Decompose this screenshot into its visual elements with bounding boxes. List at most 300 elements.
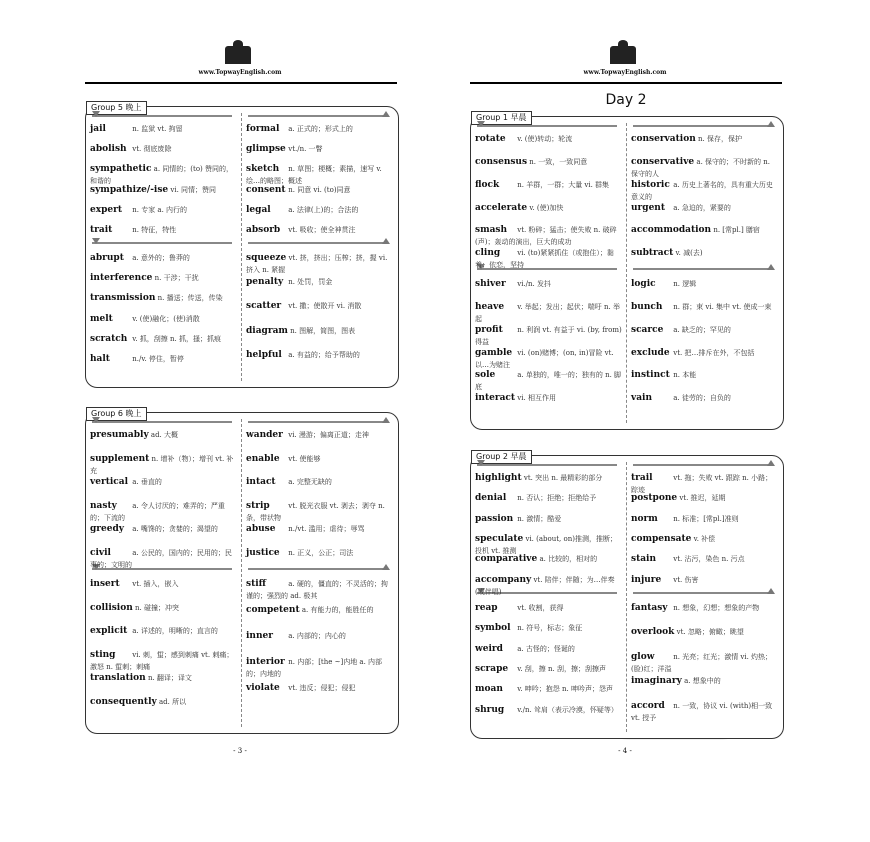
left-page (85, 0, 405, 842)
arrow-bar (92, 242, 232, 244)
vocab-entry (475, 156, 623, 168)
vocab-entry (246, 500, 394, 524)
vocab-definition: a. 比较的，相对的 (539, 555, 598, 564)
vocab-definition: ad. 所以 (158, 697, 187, 706)
vocab-entry (246, 300, 394, 312)
vocab-definition: n. 保存，保护 (697, 135, 742, 143)
vocab-word: bunch (631, 301, 663, 312)
vocab-word: gamble (475, 347, 513, 358)
arrow-bar (633, 464, 773, 466)
vocab-entry (475, 202, 623, 214)
vocab-word: collision (90, 602, 133, 613)
vocab-entry (90, 429, 238, 441)
arrow-up-icon (767, 121, 775, 127)
vocab-entry (475, 643, 623, 655)
right-column (631, 456, 781, 740)
vocab-word: smash (475, 225, 508, 236)
vocab-word: accommodation (631, 225, 712, 236)
vocab-word: abolish (90, 144, 127, 155)
vocab-definition: a. 垂直的 (132, 478, 162, 486)
vocab-word: abuse (246, 524, 276, 534)
vocab-definition: vt. 推迟，延期 (679, 494, 726, 503)
vocab-word: violate (246, 683, 280, 693)
vocab-word: exclude (631, 347, 670, 358)
vocab-word: denial (475, 493, 507, 504)
vocab-entry (631, 179, 779, 203)
vocab-word: halt (90, 353, 110, 364)
vocab-definition: v./n. 耸肩（表示冷漠，怀疑等） (517, 705, 618, 714)
vocab-word: sketch (246, 164, 280, 175)
vocab-definition: a. 保守的；不时新的 n. 保守的人 (631, 157, 770, 178)
vocab-word: scrape (475, 664, 509, 674)
vocab-entry (631, 700, 779, 724)
vocab-entry (631, 369, 779, 381)
vocab-definition: vt. 粉碎；猛击；使失败 n. 破碎(声)；轰动的演出，巨大的成功 (475, 226, 617, 247)
vocab-entry (631, 156, 779, 180)
group-2 (470, 452, 784, 739)
header-rule (470, 82, 782, 84)
vocab-entry (246, 252, 394, 276)
arrow-bar (92, 115, 232, 117)
vocab-word: imaginary (631, 676, 682, 687)
vocab-definition: vi. 同情；赞同 (170, 185, 217, 194)
vocab-entry (631, 247, 779, 259)
vocab-entry (90, 292, 238, 304)
vocab-word: supplement (90, 453, 150, 464)
vocab-entry (246, 224, 394, 236)
vocab-word: accelerate (475, 202, 528, 213)
vocab-word: postpone (631, 493, 678, 504)
arrow-up-icon (382, 417, 390, 423)
arrow-bar (248, 421, 388, 423)
arrow-up-icon (767, 460, 775, 466)
vocab-word: intact (246, 477, 276, 487)
vocab-entry (246, 349, 394, 361)
arrow-up-icon (382, 564, 390, 570)
vocab-entry (90, 184, 238, 196)
vocab-word: profit (475, 324, 503, 335)
vocab-word: presumably (90, 430, 149, 440)
vocab-word: urgent (631, 202, 666, 213)
vocab-definition: vi. (to)紧紧抓住（或抱住）；黏着；依恋，坚持 (475, 249, 614, 270)
vocab-definition: n. 碰撞；冲突 (135, 603, 179, 612)
page-number: - 3 - (233, 747, 247, 755)
vocab-entry (90, 523, 238, 535)
vocab-definition: a. 完整无缺的 (288, 478, 332, 486)
vocab-definition: n. 特征，特性 (132, 225, 177, 234)
vocab-entry (475, 133, 623, 145)
vocab-entry (246, 656, 394, 680)
vocab-word: trail (631, 473, 653, 483)
vocab-entry (90, 204, 238, 216)
vocab-definition: a. 同情的；(to) 赞同的，和谐的 (90, 165, 234, 186)
arrow-bar (477, 464, 617, 466)
vocab-word: interact (475, 393, 516, 404)
vocab-word: shrug (475, 704, 505, 715)
vocab-word: scatter (246, 301, 282, 312)
vocab-definition: n. 利润 vt. 有益于 vi. (by, from)得益 (475, 325, 622, 346)
vocab-definition: n. 内部；[the ~]内地 a. 内部的；内地的 (246, 658, 383, 678)
vocab-entry (475, 663, 623, 675)
vocab-definition: a. 详述的，明晰的；直言的 (132, 627, 218, 635)
vocab-definition: n. 干涉；干扰 (154, 274, 199, 283)
vocab-definition: vt. 拖；失败 vt. 跟踪 n. 小路；踪迹 (631, 474, 773, 494)
vocab-entry (246, 276, 394, 288)
vocab-word: wander (246, 430, 283, 440)
arrow-down-icon (92, 111, 100, 117)
vocab-definition: vi. 相互作用 (517, 394, 556, 403)
vocab-definition: vt./n. 一瞥 (288, 145, 323, 154)
group-label: Group 5 晚上 (86, 101, 147, 115)
vocab-entry (246, 604, 394, 616)
vocab-entry (631, 533, 779, 545)
vocab-entry (631, 626, 779, 638)
vocab-definition: a. 硬的，僵直的；不灵活的；拘谨的；强烈的 ad. 极其 (246, 580, 388, 600)
vocab-definition: a. 想象中的 (684, 677, 721, 686)
vocab-definition: vt. 把…排斥在外，不包括 (673, 348, 755, 357)
vocab-definition: v. 减(去) (675, 249, 703, 258)
vocab-word: transmission (90, 293, 156, 304)
vocab-word: overlook (631, 627, 675, 638)
vocab-definition: vi. 刺，蜇；感到刺痛 vt. 刺痛；激怒 n. 蜇刺；刺痛 (90, 650, 234, 671)
vocab-definition: a. 正式的；形式上的 (288, 125, 353, 133)
vocab-entry (631, 324, 779, 336)
vocab-entry (246, 476, 394, 488)
vocab-definition: vt. 使能够 (288, 454, 321, 463)
vocab-entry (246, 204, 394, 216)
group-6 (85, 409, 399, 734)
vocab-word: nasty (90, 500, 117, 511)
vocab-word: historic (631, 179, 670, 190)
vocab-definition: a. 意外的；鲁莽的 (132, 254, 190, 262)
right-page (470, 0, 790, 842)
vocab-entry (246, 184, 394, 196)
vocab-word: vain (631, 393, 653, 404)
column-divider (626, 123, 627, 423)
vocab-definition: n. 标准；[常pl.]准则 (673, 514, 739, 523)
vocab-word: stain (631, 554, 657, 565)
vocab-definition: n. 翻译；译文 (147, 674, 192, 682)
vocab-word: insert (90, 579, 120, 589)
vocab-word: instinct (631, 370, 670, 381)
vocab-word: consensus (475, 156, 528, 167)
vocab-definition: n. 逻辑 (673, 280, 697, 288)
vocab-definition: vt. 伤害 (673, 575, 699, 584)
vocab-word: accord (631, 700, 665, 711)
vocab-definition: n. 本能 (673, 371, 697, 380)
vocab-word: formal (246, 124, 280, 134)
vocab-definition: n./v. 停住，暂停 (132, 354, 184, 363)
vocab-definition: n. 监狱 vt. 拘留 (132, 125, 183, 133)
vocab-word: helpful (246, 349, 282, 360)
vocab-word: conservative (631, 156, 695, 167)
left-column (475, 456, 625, 740)
vocab-definition: v. (使)加快 (529, 203, 564, 212)
vocab-entry (475, 574, 623, 598)
vocab-word: legal (246, 204, 271, 215)
vocab-definition: vt. 撒；使散开 vi. 消散 (288, 302, 362, 311)
arrow-down-icon (477, 460, 485, 466)
vocab-entry (475, 179, 623, 191)
vocab-definition: n. 符号，标志；象征 (517, 624, 583, 633)
vocab-definition: n. 羊群，一群；大量 vi. 群集 (517, 180, 610, 189)
group-label: Group 6 晚上 (86, 407, 147, 421)
vocab-word: compensate (631, 534, 692, 544)
vocab-definition: a. 古怪的；怪诞的 (517, 644, 575, 653)
vocab-definition: n. 群；束 vi. 集中 vt. 使成一束 (673, 302, 772, 311)
vocab-entry (631, 602, 779, 614)
site-url: www.TopwayEnglish.com (198, 69, 282, 76)
vocab-entry (90, 313, 238, 325)
group-label: Group 2 早晨 (471, 450, 532, 464)
vocab-definition: a. 嘴馋的；贪婪的；渴望的 (132, 525, 218, 533)
left-column (90, 107, 240, 389)
vocab-definition: vi. (about, on)推测，推断；投机 vt. 推测 (475, 535, 617, 555)
vocab-definition: vt. 吸收；使全神贯注 (288, 225, 356, 234)
vocab-word: norm (631, 513, 658, 524)
vocab-definition: n. 播送；传送，传染 (157, 294, 223, 303)
vocab-definition: n. 处罚，罚金 (288, 278, 333, 287)
vocab-entry (475, 622, 623, 634)
vocab-entry (475, 224, 623, 248)
vocab-definition: vt. 违反；侵犯；侵犯 (288, 684, 356, 692)
vocab-word: glimpse (246, 144, 286, 155)
group-5 (85, 103, 399, 388)
vocab-definition: vi./n. 发抖 (517, 280, 551, 288)
vocab-entry (631, 278, 779, 290)
vocab-word: cling (475, 248, 501, 259)
vocab-entry (246, 630, 394, 642)
vocab-entry (90, 123, 238, 135)
arrow-up-icon (767, 588, 775, 594)
vocab-word: speculate (475, 534, 524, 544)
vocab-entry (475, 602, 623, 614)
vocab-entry (246, 578, 394, 602)
vocab-word: jail (90, 124, 106, 134)
vocab-word: conservation (631, 134, 696, 144)
vocab-definition: vt. 插入，嵌入 (132, 580, 179, 588)
vocab-word: consent (246, 184, 286, 195)
vocab-entry (475, 347, 623, 371)
vocab-word: moan (475, 684, 503, 695)
vocab-word: translation (90, 673, 146, 683)
arrow-bar (633, 268, 773, 270)
vocab-entry (475, 369, 623, 393)
vocab-entry (631, 133, 779, 145)
vocab-word: accompany (475, 574, 532, 585)
vocab-definition: ad. 大概 (150, 431, 179, 439)
vocab-word: competent (246, 605, 300, 615)
vocab-entry (631, 202, 779, 214)
arrow-bar (248, 115, 388, 117)
vocab-entry (475, 324, 623, 348)
vocab-entry (246, 123, 394, 135)
vocab-definition: vi. 漫游；偏离正道；走神 (288, 431, 369, 439)
day-title: Day 2 (605, 92, 647, 108)
vocab-entry (90, 224, 238, 236)
vocab-definition: n. 图解，简图，图表 (290, 326, 356, 335)
vocab-word: penalty (246, 277, 284, 288)
vocab-word: vertical (90, 477, 129, 487)
vocab-entry (246, 547, 394, 559)
vocab-word: abrupt (90, 253, 124, 263)
vocab-word: trait (90, 224, 113, 235)
vocab-word: sympathetic (90, 164, 152, 175)
vocab-word: enable (246, 453, 280, 464)
arrow-down-icon (92, 238, 100, 244)
vocab-entry (631, 574, 779, 586)
vocab-definition: vt. 挤，挤出；压榨；挤，握 vi. 挤入 n. 紧握 (246, 254, 388, 274)
arrow-bar (633, 592, 773, 594)
page-number: - 4 - (618, 747, 632, 755)
vocab-entry (90, 353, 238, 365)
vocab-entry (90, 143, 238, 155)
logo-icon (610, 46, 636, 64)
logo-icon (225, 46, 251, 64)
vocab-entry (631, 301, 779, 313)
vocab-definition: a. 法律(上)的；合法的 (288, 205, 359, 214)
vocab-word: sting (90, 649, 116, 660)
vocab-definition: n. 想象，幻想；想象的产物 (673, 604, 760, 612)
vocab-entry (631, 675, 779, 687)
vocab-entry (475, 492, 623, 504)
vocab-word: glow (631, 651, 655, 662)
vocab-word: fantasy (631, 603, 668, 613)
vocab-word: subtract (631, 248, 674, 259)
column-divider (241, 419, 242, 727)
vocab-entry (475, 278, 623, 290)
vocab-definition: a. 急迫的，紧要的 (673, 203, 731, 212)
right-column (246, 107, 396, 389)
vocab-definition: n. 一致，协议 vi. (with)相一致 vt. 授予 (631, 701, 773, 722)
vocab-definition: n. 增补（物）；增刊 vt. 补充 (90, 454, 234, 475)
vocab-entry (90, 272, 238, 284)
vocab-word: inner (246, 631, 273, 641)
arrow-bar (248, 568, 388, 570)
arrow-bar (92, 421, 232, 423)
vocab-word: sympathize/-ise (90, 184, 169, 195)
vocab-word: logic (631, 279, 656, 289)
vocab-definition: a. 令人讨厌的；难弄的；严重的；下流的 (90, 501, 225, 522)
vocab-definition: v. (使)转动；轮流 (517, 135, 573, 143)
vocab-entry (246, 429, 394, 441)
site-url: www.TopwayEnglish.com (583, 69, 667, 76)
vocab-definition: n. 激情；酷爱 (517, 514, 562, 523)
arrow-bar (633, 125, 773, 127)
header-rule (85, 82, 397, 84)
vocab-entry (475, 683, 623, 695)
vocab-word: comparative (475, 554, 538, 565)
arrow-up-icon (767, 264, 775, 270)
vocab-entry (631, 651, 779, 675)
vocab-entry (631, 347, 779, 359)
vocab-entry (90, 602, 238, 614)
vocab-entry (90, 547, 238, 571)
vocab-word: heave (475, 301, 505, 312)
vocab-definition: vt. 收割，获得 (517, 604, 564, 612)
vocab-entry (90, 252, 238, 264)
vocab-definition: a. 公民的，国内的；民用的；民事的；文明的 (90, 548, 232, 569)
vocab-word: flock (475, 179, 500, 190)
vocab-entry (90, 476, 238, 488)
vocab-entry (90, 453, 238, 477)
vocab-definition: v. 刮，擦 n. 刮，擦；刮擦声 (517, 665, 606, 673)
arrow-bar (477, 125, 617, 127)
vocab-definition: n. 正义，公正；司法 (288, 548, 354, 557)
vocab-entry (246, 523, 394, 535)
vocab-entry (475, 392, 623, 404)
vocab-word: civil (90, 547, 111, 558)
left-column (475, 117, 625, 431)
vocab-definition: vt. 沾污，染色 n. 污点 (673, 555, 745, 564)
vocab-definition: n. 一致，一致同意 (529, 157, 588, 166)
vocab-definition: v. 补偿 (693, 535, 716, 543)
vocab-entry (90, 649, 238, 673)
vocab-definition: a. 单独的，唯一的；独有的 n. 脚底 (475, 371, 622, 392)
vocab-entry (90, 333, 238, 345)
vocab-entry (631, 513, 779, 525)
vocab-entry (475, 472, 623, 484)
vocab-definition: a. 内部的；内心的 (288, 632, 346, 640)
vocab-entry (246, 143, 394, 155)
vocab-definition: v. 举起；发出；起伏；喘吁 n. 举起 (475, 302, 620, 323)
vocab-entry (90, 500, 238, 524)
group-label: Group 1 早晨 (471, 111, 532, 125)
vocab-word: interior (246, 657, 285, 667)
vocab-entry (475, 513, 623, 525)
vocab-word: injure (631, 574, 662, 585)
vocab-word: sole (475, 370, 496, 381)
vocab-entry (475, 247, 623, 271)
vocab-definition: a. 有能力的，能胜任的 (301, 606, 374, 614)
vocab-definition: n. 光亮；红光；激情 vi. 灼热；(脸)红；洋溢 (631, 652, 773, 673)
vocab-definition: v. 呻吟；抱怨 n. 呻吟声；怨声 (517, 685, 613, 694)
vocab-word: strip (246, 500, 270, 511)
vocab-definition: n. 否认；拒绝；拒绝给予 (517, 494, 597, 503)
vocab-definition: n. 草图；梗概；素描，速写 v. 绘…的略图；概述 (246, 165, 382, 186)
vocab-definition: n./vt. 滥用；虐待；辱骂 (288, 525, 365, 533)
vocab-word: justice (246, 547, 280, 558)
vocab-definition: v. (使)融化；(使)消散 (132, 314, 200, 323)
vocab-definition: a. 徒劳的；自负的 (673, 394, 731, 403)
vocab-entry (475, 301, 623, 325)
vocab-word: shiver (475, 279, 506, 289)
vocab-entry (246, 325, 394, 337)
vocab-entry (475, 704, 623, 716)
vocab-definition: vt. 彻底废除 (132, 145, 172, 154)
vocab-entry (631, 392, 779, 404)
vocab-entry (631, 553, 779, 565)
vocab-word: diagram (246, 325, 288, 336)
vocab-entry (90, 625, 238, 637)
right-column (246, 413, 396, 735)
arrow-down-icon (92, 417, 100, 423)
vocab-word: absorb (246, 224, 281, 235)
left-column (90, 413, 240, 735)
group-1 (470, 113, 784, 430)
vocab-word: symbol (475, 623, 511, 634)
vocab-definition: n. [常pl.] 膳宿 (713, 226, 760, 235)
vocab-definition: n. 专家 a. 内行的 (132, 205, 188, 214)
vocab-word: stiff (246, 579, 267, 589)
vocab-definition: vt. 忽略；俯瞰；眺望 (676, 628, 744, 637)
arrow-up-icon (382, 238, 390, 244)
vocab-entry (475, 553, 623, 565)
vocab-word: expert (90, 204, 123, 215)
vocab-definition: n. 同意 vi. (to)同意 (288, 185, 351, 194)
vocab-definition: vt. 突出 n. 最精彩的部分 (523, 474, 603, 482)
arrow-bar (248, 242, 388, 244)
